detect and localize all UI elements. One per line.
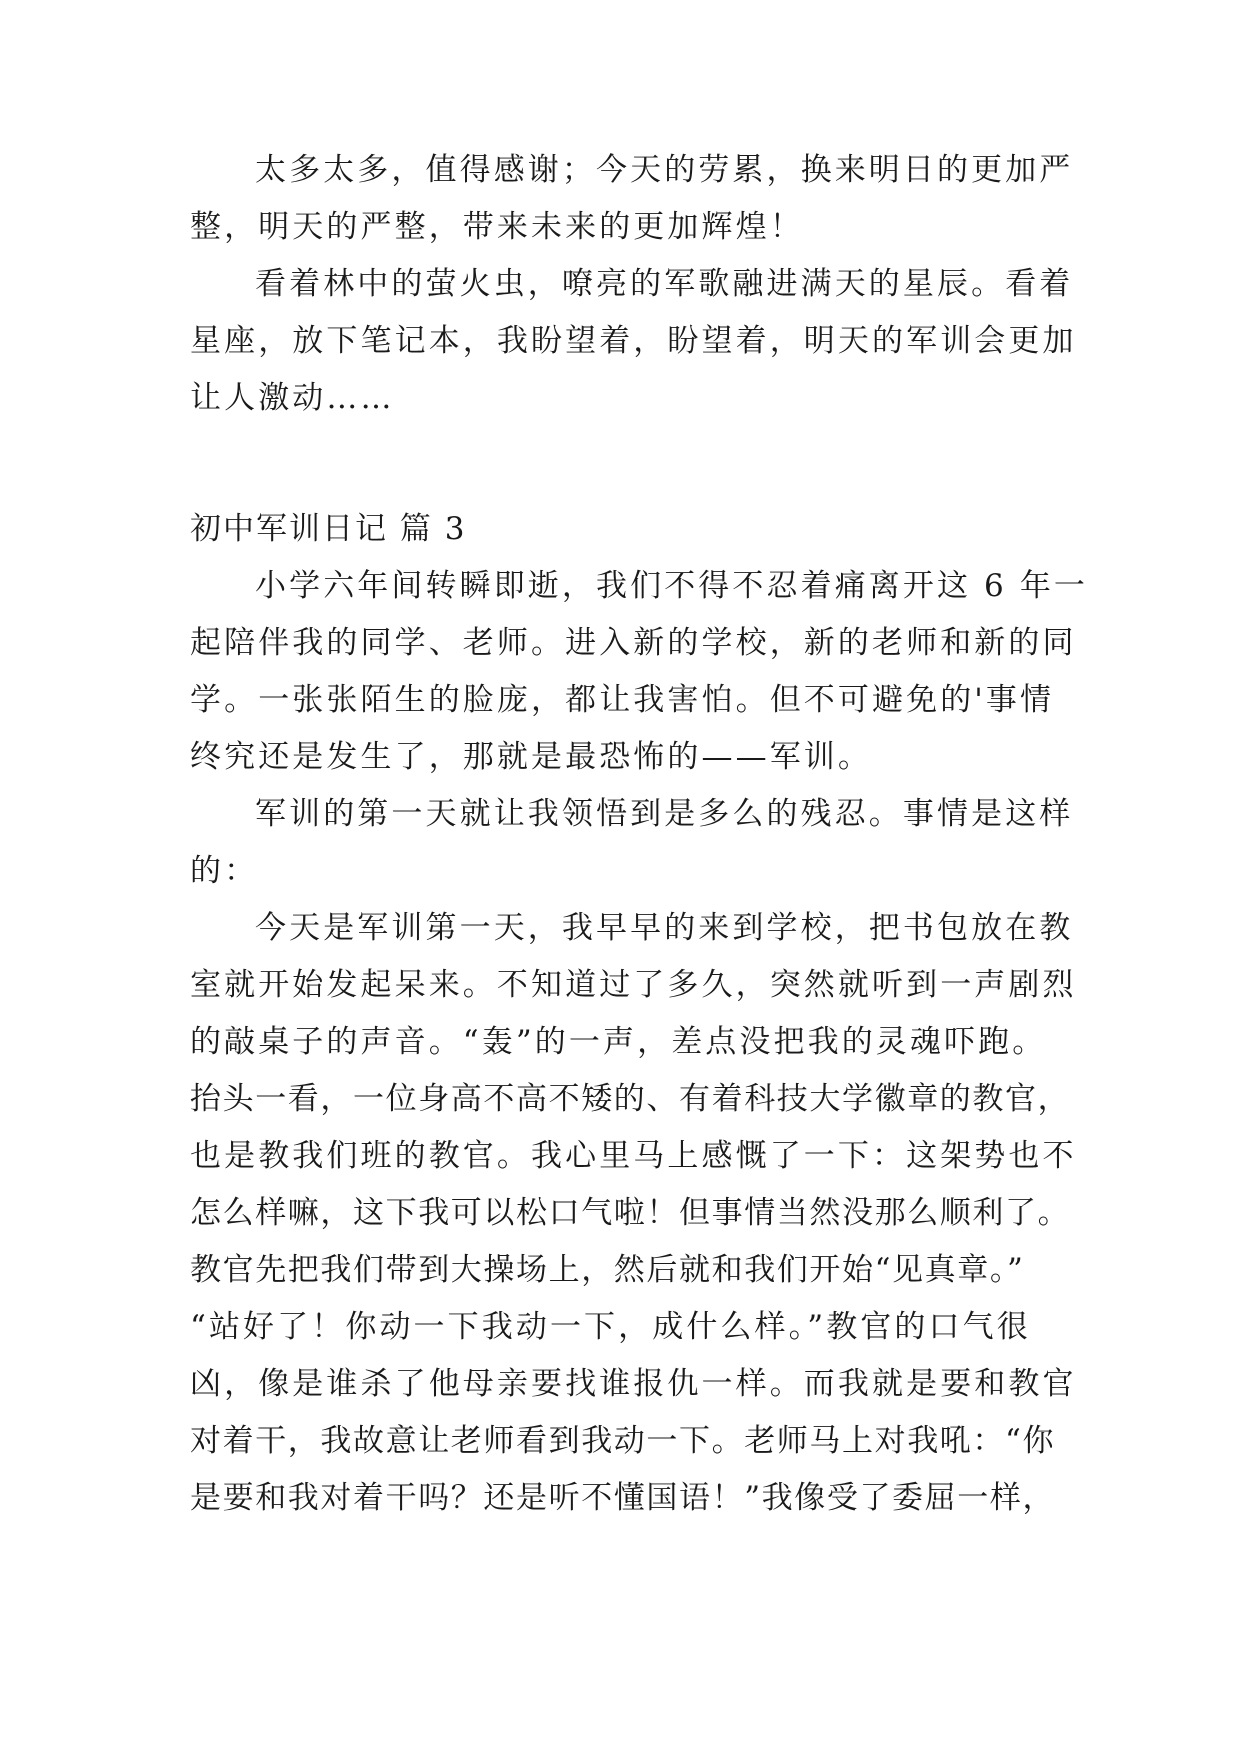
paragraph-line: 小学六年间转瞬即逝，我们不得不忍着痛离开这 6 年一 (255, 568, 1089, 604)
paragraph-line: 是要和我对着干吗？还是听不懂国语！”我像受了委屈一样， (190, 1480, 1056, 1516)
paragraph-line: 整，明天的严整，带来未来的更加辉煌！ (190, 209, 804, 245)
paragraph-line: 军训的第一天就让我领悟到是多么的残忍。事情是这样 (255, 796, 1074, 832)
paragraph-line: “站好了！你动一下我动一下，成什么样。”教官的口气很 (190, 1309, 1031, 1345)
paragraph-line: 终究还是发生了，那就是最恐怖的——军训。 (190, 739, 872, 775)
paragraph-line: 凶，像是谁杀了他母亲要找谁报仇一样。而我就是要和教官 (190, 1366, 1077, 1402)
paragraph-line: 的： (190, 853, 259, 889)
paragraph-line: 的敲桌子的声音。“轰”的一声，差点没把我的灵魂吓跑。 (190, 1024, 1047, 1060)
paragraph-line: 起陪伴我的同学、老师。进入新的学校，新的老师和新的同 (190, 625, 1077, 661)
section-heading: 初中军训日记 篇 3 (190, 511, 467, 547)
paragraph-line: 看着林中的萤火虫，嘹亮的军歌融进满天的星辰。看着 (255, 266, 1074, 302)
paragraph-line: 教官先把我们带到大操场上，然后就和我们开始“见真章。” (190, 1252, 1025, 1288)
paragraph-line: 今天是军训第一天，我早早的来到学校，把书包放在教 (255, 910, 1074, 946)
paragraph-line: 室就开始发起呆来。不知道过了多久，突然就听到一声剧烈 (190, 967, 1077, 1003)
paragraph-line: 抬头一看，一位身高不高不矮的、有着科技大学徽章的教官， (190, 1081, 1071, 1117)
paragraph-line: 学。一张张陌生的脸庞，都让我害怕。但不可避免的'事情 (190, 682, 1055, 718)
paragraph-line: 也是教我们班的教官。我心里马上感慨了一下：这架势也不 (190, 1138, 1077, 1174)
paragraph-line: 怎么样嘛，这下我可以松口气啦！但事情当然没那么顺利了。 (190, 1195, 1071, 1231)
paragraph-line: 太多太多，值得感谢；今天的劳累，换来明日的更加严 (255, 152, 1074, 188)
paragraph-line: 对着干，我故意让老师看到我动一下。老师马上对我吼：“你 (190, 1423, 1056, 1459)
paragraph-line: 让人激动…… (190, 380, 395, 416)
paragraph-line: 星座，放下笔记本，我盼望着，盼望着，明天的军训会更加 (190, 323, 1077, 359)
